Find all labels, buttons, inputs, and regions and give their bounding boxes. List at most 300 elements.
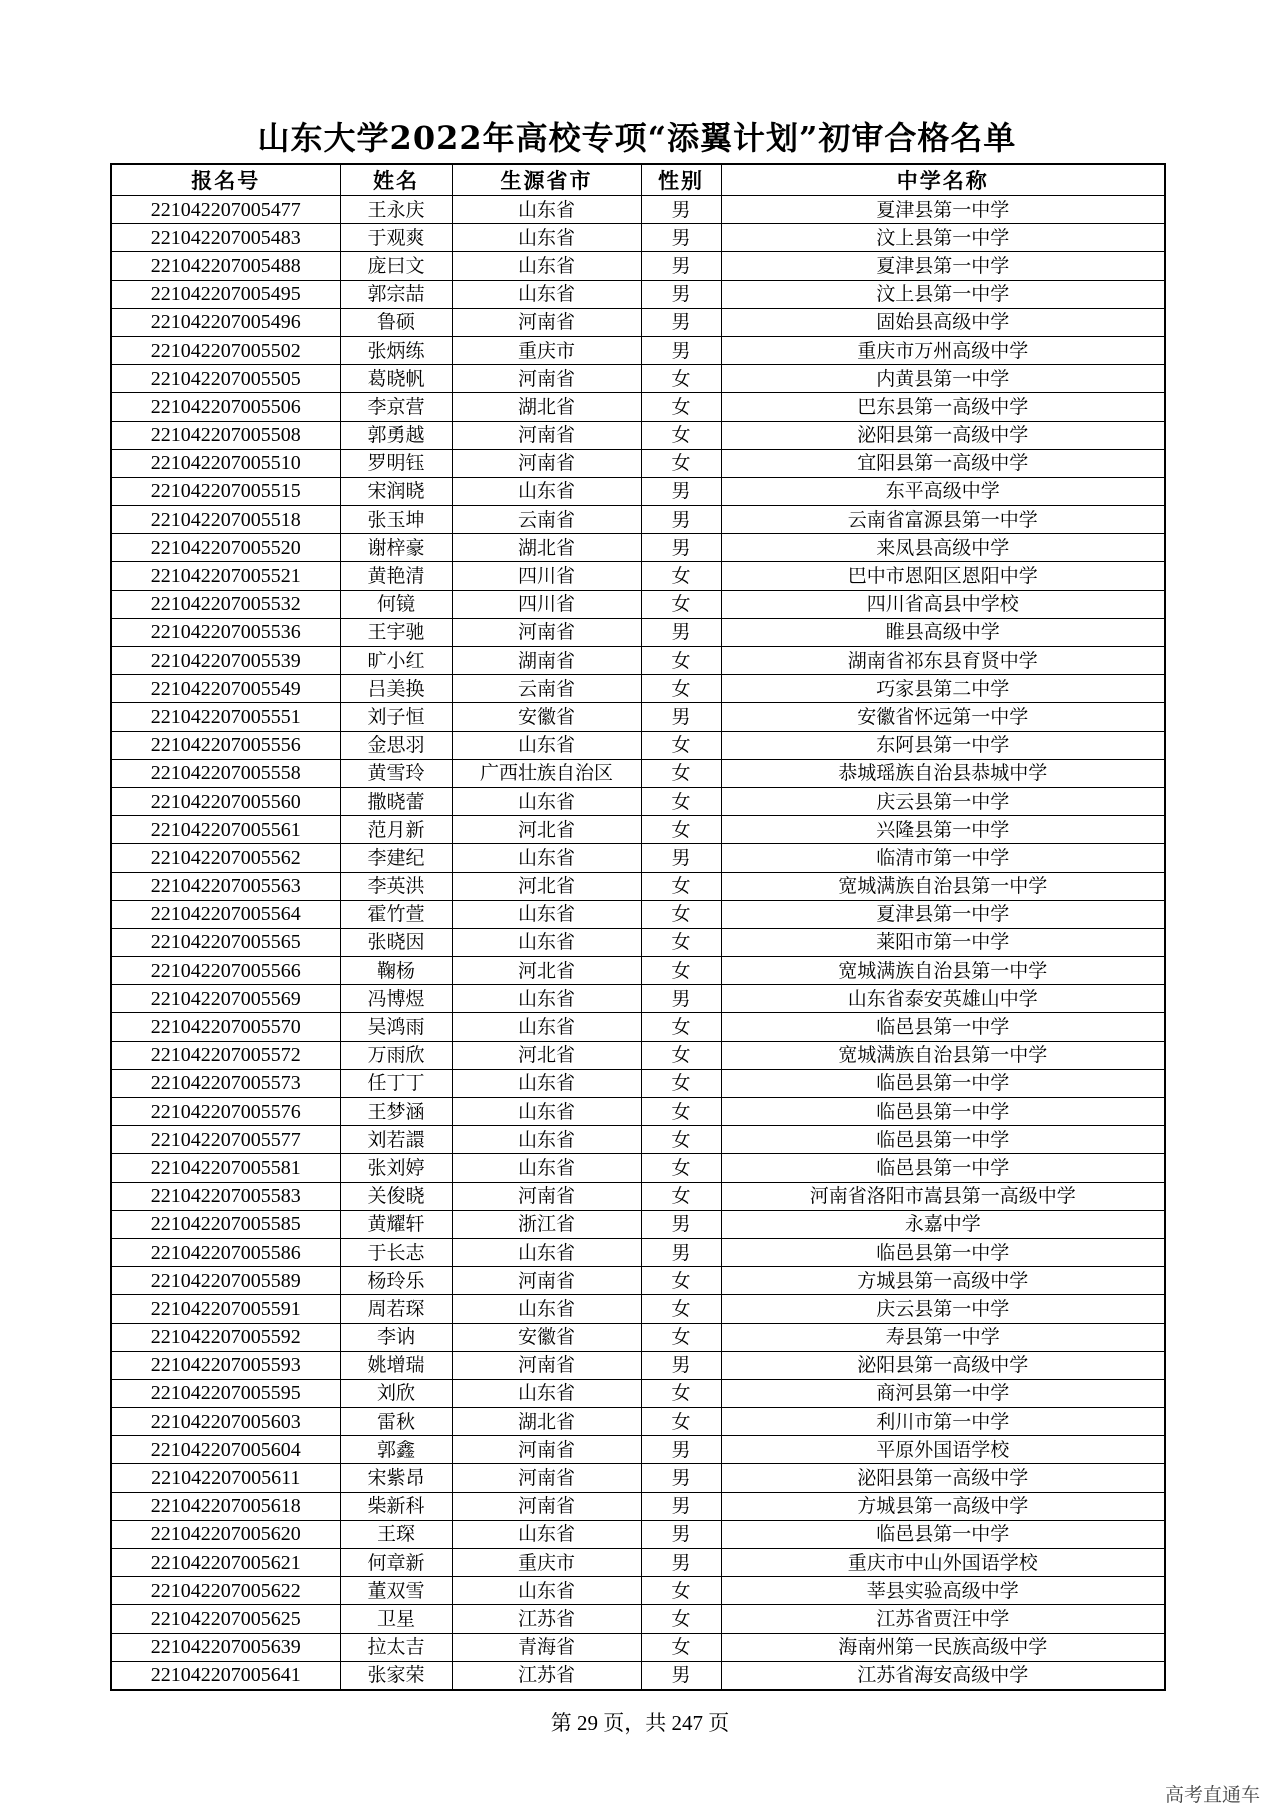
table-row [111, 280, 1165, 308]
cell-gender: 女 [641, 1041, 721, 1069]
cell-gender: 女 [641, 675, 721, 703]
cell-province: 安徽省 [452, 703, 641, 731]
cell-school-name: 临邑县第一中学 [721, 1520, 1165, 1548]
column-header-province: 生源省市 [452, 164, 641, 196]
cell-gender: 女 [641, 1408, 721, 1436]
cell-student-name: 鲁硕 [340, 308, 452, 336]
column-header-school: 中学名称 [721, 164, 1165, 196]
cell-student-name: 王琛 [340, 1520, 452, 1548]
cell-province: 广西壮族自治区 [452, 759, 641, 787]
cell-school-name: 利川市第一中学 [721, 1408, 1165, 1436]
cell-school-name: 宽城满族自治县第一中学 [721, 957, 1165, 985]
table-row [111, 1013, 1165, 1041]
cell-province: 湖北省 [452, 534, 641, 562]
cell-province: 河南省 [452, 1182, 641, 1210]
cell-school-name: 泌阳县第一高级中学 [721, 421, 1165, 449]
cell-gender: 男 [641, 1238, 721, 1266]
cell-school-name: 商河县第一中学 [721, 1379, 1165, 1407]
cell-gender: 女 [641, 1633, 721, 1661]
cell-school-name: 平原外国语学校 [721, 1436, 1165, 1464]
cell-province: 河北省 [452, 872, 641, 900]
cell-school-name: 恭城瑶族自治县恭城中学 [721, 759, 1165, 787]
table-row [111, 252, 1165, 280]
cell-student-name: 雷秋 [340, 1408, 452, 1436]
cell-school-name: 巧家县第二中学 [721, 675, 1165, 703]
cell-student-name: 刘子恒 [340, 703, 452, 731]
cell-student-name: 张晓因 [340, 928, 452, 956]
cell-registration-id: 221042207005573 [111, 1069, 340, 1097]
cell-student-name: 葛晓帆 [340, 365, 452, 393]
table-row [111, 1605, 1165, 1633]
cell-registration-id: 221042207005572 [111, 1041, 340, 1069]
cell-gender: 男 [641, 1520, 721, 1548]
cell-gender: 女 [641, 1577, 721, 1605]
cell-registration-id: 221042207005506 [111, 393, 340, 421]
cell-school-name: 江苏省贾汪中学 [721, 1605, 1165, 1633]
table-row [111, 844, 1165, 872]
cell-province: 河南省 [452, 1436, 641, 1464]
cell-province: 山东省 [452, 1238, 641, 1266]
cell-registration-id: 221042207005563 [111, 872, 340, 900]
table-row [111, 872, 1165, 900]
cell-province: 河北省 [452, 816, 641, 844]
cell-student-name: 万雨欣 [340, 1041, 452, 1069]
cell-registration-id: 221042207005603 [111, 1408, 340, 1436]
cell-school-name: 四川省高县中学校 [721, 590, 1165, 618]
cell-gender: 男 [641, 224, 721, 252]
cell-school-name: 夏津县第一中学 [721, 252, 1165, 280]
cell-gender: 女 [641, 1013, 721, 1041]
roster-body [111, 196, 1165, 1690]
table-row [111, 336, 1165, 364]
cell-school-name: 山东省泰安英雄山中学 [721, 985, 1165, 1013]
cell-province: 山东省 [452, 1577, 641, 1605]
cell-student-name: 霍竹萱 [340, 900, 452, 928]
cell-gender: 男 [641, 336, 721, 364]
table-row [111, 731, 1165, 759]
cell-registration-id: 221042207005561 [111, 816, 340, 844]
cell-gender: 男 [641, 985, 721, 1013]
cell-registration-id: 221042207005549 [111, 675, 340, 703]
table-row [111, 787, 1165, 815]
cell-student-name: 范月新 [340, 816, 452, 844]
cell-registration-id: 221042207005520 [111, 534, 340, 562]
table-row [111, 1379, 1165, 1407]
cell-gender: 女 [641, 562, 721, 590]
table-row [111, 1267, 1165, 1295]
cell-registration-id: 221042207005639 [111, 1633, 340, 1661]
table-row [111, 1041, 1165, 1069]
table-row [111, 1323, 1165, 1351]
cell-student-name: 卫星 [340, 1605, 452, 1633]
cell-gender: 女 [641, 928, 721, 956]
cell-gender: 女 [641, 1323, 721, 1351]
cell-student-name: 张玉坤 [340, 506, 452, 534]
cell-registration-id: 221042207005591 [111, 1295, 340, 1323]
table-row [111, 1210, 1165, 1238]
cell-gender: 男 [641, 196, 721, 224]
cell-gender: 男 [641, 1351, 721, 1379]
cell-gender: 女 [641, 957, 721, 985]
cell-province: 河南省 [452, 308, 641, 336]
table-row [111, 224, 1165, 252]
column-header-name: 姓名 [340, 164, 452, 196]
cell-province: 湖北省 [452, 393, 641, 421]
cell-school-name: 海南州第一民族高级中学 [721, 1633, 1165, 1661]
cell-school-name: 安徽省怀远第一中学 [721, 703, 1165, 731]
cell-province: 山东省 [452, 224, 641, 252]
cell-student-name: 李英洪 [340, 872, 452, 900]
cell-school-name: 重庆市中山外国语学校 [721, 1549, 1165, 1577]
cell-gender: 男 [641, 1210, 721, 1238]
cell-school-name: 东阿县第一中学 [721, 731, 1165, 759]
cell-registration-id: 221042207005595 [111, 1379, 340, 1407]
cell-registration-id: 221042207005618 [111, 1492, 340, 1520]
cell-student-name: 庞曰文 [340, 252, 452, 280]
cell-student-name: 何镜 [340, 590, 452, 618]
table-row [111, 816, 1165, 844]
table-row [111, 1182, 1165, 1210]
table-row [111, 1436, 1165, 1464]
table-row [111, 562, 1165, 590]
cell-gender: 女 [641, 1069, 721, 1097]
cell-school-name: 临邑县第一中学 [721, 1013, 1165, 1041]
cell-school-name: 莘县实验高级中学 [721, 1577, 1165, 1605]
cell-province: 山东省 [452, 1098, 641, 1126]
cell-registration-id: 221042207005592 [111, 1323, 340, 1351]
table-row [111, 365, 1165, 393]
table-row [111, 449, 1165, 477]
cell-registration-id: 221042207005488 [111, 252, 340, 280]
cell-school-name: 重庆市万州高级中学 [721, 336, 1165, 364]
cell-registration-id: 221042207005585 [111, 1210, 340, 1238]
cell-province: 河南省 [452, 618, 641, 646]
cell-school-name: 江苏省海安高级中学 [721, 1661, 1165, 1690]
cell-gender: 男 [641, 1492, 721, 1520]
cell-province: 四川省 [452, 590, 641, 618]
cell-province: 四川省 [452, 562, 641, 590]
cell-school-name: 兴隆县第一中学 [721, 816, 1165, 844]
cell-province: 江苏省 [452, 1605, 641, 1633]
cell-school-name: 庆云县第一中学 [721, 787, 1165, 815]
cell-province: 山东省 [452, 252, 641, 280]
table-row [111, 985, 1165, 1013]
cell-province: 山东省 [452, 477, 641, 505]
cell-student-name: 谢梓豪 [340, 534, 452, 562]
table-row [111, 900, 1165, 928]
cell-school-name: 临清市第一中学 [721, 844, 1165, 872]
cell-gender: 女 [641, 365, 721, 393]
cell-gender: 女 [641, 816, 721, 844]
cell-gender: 男 [641, 252, 721, 280]
table-row [111, 957, 1165, 985]
cell-registration-id: 221042207005569 [111, 985, 340, 1013]
cell-gender: 女 [641, 900, 721, 928]
cell-province: 重庆市 [452, 1549, 641, 1577]
cell-gender: 男 [641, 506, 721, 534]
cell-student-name: 旷小红 [340, 647, 452, 675]
cell-student-name: 刘欣 [340, 1379, 452, 1407]
cell-registration-id: 221042207005477 [111, 196, 340, 224]
cell-province: 河北省 [452, 1041, 641, 1069]
cell-registration-id: 221042207005565 [111, 928, 340, 956]
cell-school-name: 方城县第一高级中学 [721, 1492, 1165, 1520]
cell-registration-id: 221042207005510 [111, 449, 340, 477]
table-row [111, 928, 1165, 956]
cell-school-name: 河南省洛阳市嵩县第一高级中学 [721, 1182, 1165, 1210]
cell-registration-id: 221042207005558 [111, 759, 340, 787]
cell-school-name: 临邑县第一中学 [721, 1238, 1165, 1266]
cell-student-name: 王宇驰 [340, 618, 452, 646]
cell-student-name: 王永庆 [340, 196, 452, 224]
table-row [111, 675, 1165, 703]
cell-province: 云南省 [452, 506, 641, 534]
table-row [111, 1661, 1165, 1690]
cell-gender: 女 [641, 787, 721, 815]
cell-registration-id: 221042207005583 [111, 1182, 340, 1210]
cell-gender: 女 [641, 731, 721, 759]
cell-province: 河南省 [452, 421, 641, 449]
cell-school-name: 云南省富源县第一中学 [721, 506, 1165, 534]
cell-student-name: 何章新 [340, 1549, 452, 1577]
cell-province: 山东省 [452, 1013, 641, 1041]
table-row [111, 647, 1165, 675]
cell-school-name: 湖南省祁东县育贤中学 [721, 647, 1165, 675]
cell-gender: 女 [641, 590, 721, 618]
table-row [111, 1098, 1165, 1126]
page-title: 山东大学2022年高校专项“添翼计划”初审合格名单 [257, 119, 1017, 157]
cell-school-name: 巴中市恩阳区恩阳中学 [721, 562, 1165, 590]
table-row [111, 703, 1165, 731]
header-row [111, 164, 1165, 196]
cell-registration-id: 221042207005483 [111, 224, 340, 252]
cell-province: 河北省 [452, 957, 641, 985]
cell-province: 山东省 [452, 900, 641, 928]
cell-gender: 男 [641, 703, 721, 731]
cell-gender: 男 [641, 280, 721, 308]
table-row [111, 196, 1165, 224]
cell-student-name: 宋润晓 [340, 477, 452, 505]
cell-student-name: 刘若譞 [340, 1126, 452, 1154]
cell-school-name: 夏津县第一中学 [721, 900, 1165, 928]
cell-school-name: 寿县第一中学 [721, 1323, 1165, 1351]
table-row [111, 1633, 1165, 1661]
cell-school-name: 临邑县第一中学 [721, 1069, 1165, 1097]
table-row [111, 1464, 1165, 1492]
cell-registration-id: 221042207005564 [111, 900, 340, 928]
cell-school-name: 莱阳市第一中学 [721, 928, 1165, 956]
cell-gender: 男 [641, 844, 721, 872]
cell-gender: 女 [641, 421, 721, 449]
cell-school-name: 泌阳县第一高级中学 [721, 1464, 1165, 1492]
cell-province: 湖南省 [452, 647, 641, 675]
cell-school-name: 来凤县高级中学 [721, 534, 1165, 562]
cell-student-name: 杨玲乐 [340, 1267, 452, 1295]
cell-gender: 男 [641, 1661, 721, 1690]
watermark: 高考直通车 [1164, 1784, 1260, 1806]
table-row [111, 1549, 1165, 1577]
cell-province: 河南省 [452, 1464, 641, 1492]
cell-gender: 女 [641, 1295, 721, 1323]
cell-province: 山东省 [452, 280, 641, 308]
table-row [111, 1069, 1165, 1097]
cell-school-name: 临邑县第一中学 [721, 1154, 1165, 1182]
cell-school-name: 临邑县第一中学 [721, 1126, 1165, 1154]
cell-registration-id: 221042207005536 [111, 618, 340, 646]
cell-gender: 男 [641, 618, 721, 646]
cell-school-name: 宽城满族自治县第一中学 [721, 1041, 1165, 1069]
cell-gender: 女 [641, 449, 721, 477]
cell-school-name: 临邑县第一中学 [721, 1098, 1165, 1126]
cell-student-name: 于长志 [340, 1238, 452, 1266]
cell-province: 山东省 [452, 731, 641, 759]
cell-province: 河南省 [452, 1267, 641, 1295]
cell-registration-id: 221042207005502 [111, 336, 340, 364]
cell-gender: 男 [641, 308, 721, 336]
table-row [111, 1295, 1165, 1323]
column-header-gender: 性别 [641, 164, 721, 196]
cell-student-name: 李京营 [340, 393, 452, 421]
cell-registration-id: 221042207005539 [111, 647, 340, 675]
cell-registration-id: 221042207005570 [111, 1013, 340, 1041]
cell-registration-id: 221042207005495 [111, 280, 340, 308]
cell-student-name: 郭鑫 [340, 1436, 452, 1464]
table-row [111, 759, 1165, 787]
cell-province: 湖北省 [452, 1408, 641, 1436]
cell-registration-id: 221042207005593 [111, 1351, 340, 1379]
cell-gender: 女 [641, 1126, 721, 1154]
cell-registration-id: 221042207005505 [111, 365, 340, 393]
cell-gender: 女 [641, 1182, 721, 1210]
cell-registration-id: 221042207005589 [111, 1267, 340, 1295]
cell-province: 山东省 [452, 196, 641, 224]
table-row [111, 1492, 1165, 1520]
cell-registration-id: 221042207005566 [111, 957, 340, 985]
table-row [111, 1126, 1165, 1154]
cell-student-name: 罗明钰 [340, 449, 452, 477]
cell-gender: 女 [641, 393, 721, 421]
cell-registration-id: 221042207005620 [111, 1520, 340, 1548]
cell-student-name: 郭宗喆 [340, 280, 452, 308]
table-row [111, 506, 1165, 534]
cell-registration-id: 221042207005625 [111, 1605, 340, 1633]
cell-gender: 男 [641, 477, 721, 505]
cell-student-name: 金思羽 [340, 731, 452, 759]
cell-school-name: 汶上县第一中学 [721, 280, 1165, 308]
cell-student-name: 黄耀轩 [340, 1210, 452, 1238]
cell-province: 青海省 [452, 1633, 641, 1661]
cell-gender: 男 [641, 1436, 721, 1464]
cell-gender: 男 [641, 534, 721, 562]
cell-province: 山东省 [452, 1069, 641, 1097]
cell-province: 安徽省 [452, 1323, 641, 1351]
cell-student-name: 任丁丁 [340, 1069, 452, 1097]
table-row [111, 1154, 1165, 1182]
cell-registration-id: 221042207005586 [111, 1238, 340, 1266]
cell-province: 山东省 [452, 1379, 641, 1407]
cell-school-name: 宜阳县第一高级中学 [721, 449, 1165, 477]
table-row [111, 534, 1165, 562]
cell-province: 河南省 [452, 1492, 641, 1520]
cell-school-name: 宽城满族自治县第一中学 [721, 872, 1165, 900]
cell-province: 山东省 [452, 844, 641, 872]
cell-student-name: 黄雪玲 [340, 759, 452, 787]
cell-student-name: 姚增瑞 [340, 1351, 452, 1379]
cell-gender: 女 [641, 647, 721, 675]
table-row [111, 1520, 1165, 1548]
cell-school-name: 内黄县第一中学 [721, 365, 1165, 393]
cell-province: 河南省 [452, 365, 641, 393]
cell-registration-id: 221042207005604 [111, 1436, 340, 1464]
cell-student-name: 拉太吉 [340, 1633, 452, 1661]
cell-province: 河南省 [452, 1351, 641, 1379]
cell-registration-id: 221042207005562 [111, 844, 340, 872]
cell-province: 山东省 [452, 787, 641, 815]
cell-registration-id: 221042207005622 [111, 1577, 340, 1605]
cell-registration-id: 221042207005576 [111, 1098, 340, 1126]
cell-province: 江苏省 [452, 1661, 641, 1690]
cell-registration-id: 221042207005621 [111, 1549, 340, 1577]
cell-gender: 女 [641, 1154, 721, 1182]
roster-table [110, 163, 1166, 1691]
cell-student-name: 鞠杨 [340, 957, 452, 985]
cell-school-name: 永嘉中学 [721, 1210, 1165, 1238]
table-row [111, 618, 1165, 646]
cell-gender: 女 [641, 872, 721, 900]
column-header-id: 报名号 [111, 164, 340, 196]
cell-registration-id: 221042207005556 [111, 731, 340, 759]
cell-student-name: 黄艳清 [340, 562, 452, 590]
table-row [111, 393, 1165, 421]
cell-province: 云南省 [452, 675, 641, 703]
cell-school-name: 泌阳县第一高级中学 [721, 1351, 1165, 1379]
cell-student-name: 于观爽 [340, 224, 452, 252]
cell-school-name: 巴东县第一高级中学 [721, 393, 1165, 421]
cell-student-name: 宋紫昂 [340, 1464, 452, 1492]
cell-registration-id: 221042207005508 [111, 421, 340, 449]
cell-gender: 女 [641, 759, 721, 787]
cell-student-name: 吕美换 [340, 675, 452, 703]
cell-province: 河南省 [452, 449, 641, 477]
cell-registration-id: 221042207005641 [111, 1661, 340, 1690]
table-row [111, 308, 1165, 336]
cell-registration-id: 221042207005518 [111, 506, 340, 534]
cell-province: 山东省 [452, 1520, 641, 1548]
cell-registration-id: 221042207005560 [111, 787, 340, 815]
cell-student-name: 李建纪 [340, 844, 452, 872]
cell-gender: 男 [641, 1464, 721, 1492]
cell-gender: 女 [641, 1605, 721, 1633]
cell-student-name: 撒晓蕾 [340, 787, 452, 815]
cell-province: 山东省 [452, 928, 641, 956]
cell-student-name: 张刘婷 [340, 1154, 452, 1182]
cell-registration-id: 221042207005532 [111, 590, 340, 618]
cell-student-name: 郭勇越 [340, 421, 452, 449]
cell-student-name: 吴鸿雨 [340, 1013, 452, 1041]
table-row [111, 477, 1165, 505]
cell-province: 山东省 [452, 985, 641, 1013]
cell-province: 山东省 [452, 1154, 641, 1182]
table-row [111, 421, 1165, 449]
cell-province: 浙江省 [452, 1210, 641, 1238]
cell-registration-id: 221042207005551 [111, 703, 340, 731]
cell-registration-id: 221042207005581 [111, 1154, 340, 1182]
table-row [111, 1351, 1165, 1379]
cell-school-name: 方城县第一高级中学 [721, 1267, 1165, 1295]
table-row [111, 1238, 1165, 1266]
cell-school-name: 睢县高级中学 [721, 618, 1165, 646]
cell-province: 重庆市 [452, 336, 641, 364]
